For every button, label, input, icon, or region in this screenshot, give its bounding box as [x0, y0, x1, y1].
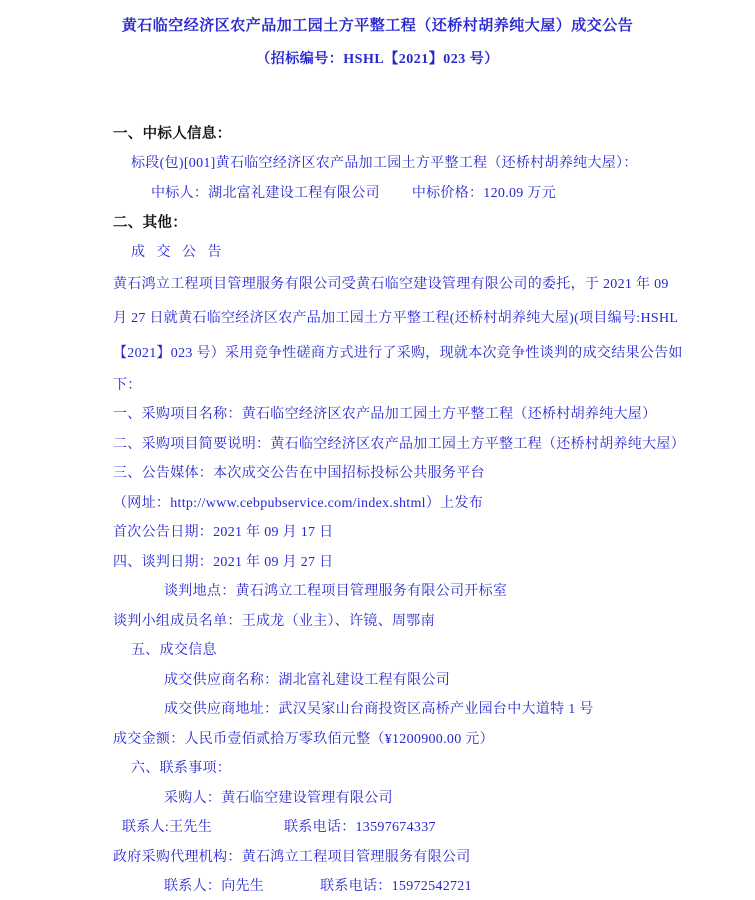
negotiation-place: 谈判地点：黄石鸿立工程项目管理服务有限公司开标室	[0, 576, 755, 606]
doc-title: 黄石临空经济区农产品加工园土方平整工程（还桥村胡养纯大屋）成交公告	[0, 14, 755, 35]
panel-members: 谈判小组成员名单：王成龙（业主）、许镜、周鄂南	[0, 605, 755, 635]
winner-price: 中标价格：120.09 万元	[412, 182, 556, 202]
document-body	[0, 118, 755, 900]
section-heading-winner-info: 一、中标人信息：	[0, 118, 755, 148]
item-deal-info: 五、成交信息	[0, 635, 755, 665]
item-contact-matters: 六、联系事项：	[0, 753, 755, 783]
lot-line: 标段(包)[001]黄石临空经济区农产品加工园土方平整工程（还桥村胡养纯大屋）：	[0, 148, 755, 178]
purchaser-contact-line	[0, 812, 755, 842]
winner-name: 中标人：湖北富礼建设工程有限公司	[151, 182, 380, 202]
intro-line-4: 下：	[0, 369, 755, 399]
notice-subtitle: 成 交 公 告	[0, 236, 755, 266]
contact2-phone: 联系电话：15972542721	[320, 875, 472, 895]
intro-line-3: 【2021】023 号）采用竞争性磋商方式进行了采购，现就本次竞争性谈判的成交结果公告如	[0, 335, 755, 370]
contact1-phone: 联系电话：13597674337	[284, 816, 436, 836]
item-negotiation-date: 四、谈判日期：2021 年 09 月 27 日	[0, 546, 755, 576]
item-project-summary: 二、采购项目简要说明：黄石临空经济区农产品加工园土方平整工程（还桥村胡养纯大屋）	[0, 428, 755, 458]
purchaser-name: 采购人：黄石临空建设管理有限公司	[0, 782, 755, 812]
item-project-name: 一、采购项目名称：黄石临空经济区农产品加工园土方平整工程（还桥村胡养纯大屋）	[0, 399, 755, 429]
intro-line-2: 月 27 日就黄石临空经济区农产品加工园土方平整工程(还桥村胡养纯大屋)(项目编号:HSHL	[0, 300, 755, 335]
deal-amount: 成交金额：人民币壹佰贰拾万零玖佰元整（¥1200900.00 元）	[0, 723, 755, 753]
agency-name: 政府采购代理机构：黄石鸿立工程项目管理服务有限公司	[0, 841, 755, 871]
winner-price-line	[0, 177, 755, 207]
first-announce-date: 首次公告日期：2021 年 09 月 17 日	[0, 517, 755, 547]
agency-contact-line	[0, 871, 755, 900]
supplier-name: 成交供应商名称：湖北富礼建设工程有限公司	[0, 664, 755, 694]
contact1-name: 联系人:王先生	[122, 816, 212, 836]
section-heading-other: 二、其他：	[0, 207, 755, 237]
tender-number: （招标编号：HSHL【2021】023 号）	[0, 48, 755, 68]
supplier-address: 成交供应商地址：武汉吴家山台商投资区高桥产业园台中大道特 1 号	[0, 694, 755, 724]
contact2-name: 联系人：向先生	[164, 875, 264, 895]
intro-line-1: 黄石鸿立工程项目管理服务有限公司受黄石临空建设管理有限公司的委托，于 2021 年 09	[0, 266, 755, 301]
announce-media-url: （网址：http://www.cebpubservice.com/index.shtml）上发布	[0, 487, 755, 517]
item-announce-media: 三、公告媒体：本次成交公告在中国招标投标公共服务平台	[0, 458, 755, 488]
announcement-document	[0, 14, 755, 900]
